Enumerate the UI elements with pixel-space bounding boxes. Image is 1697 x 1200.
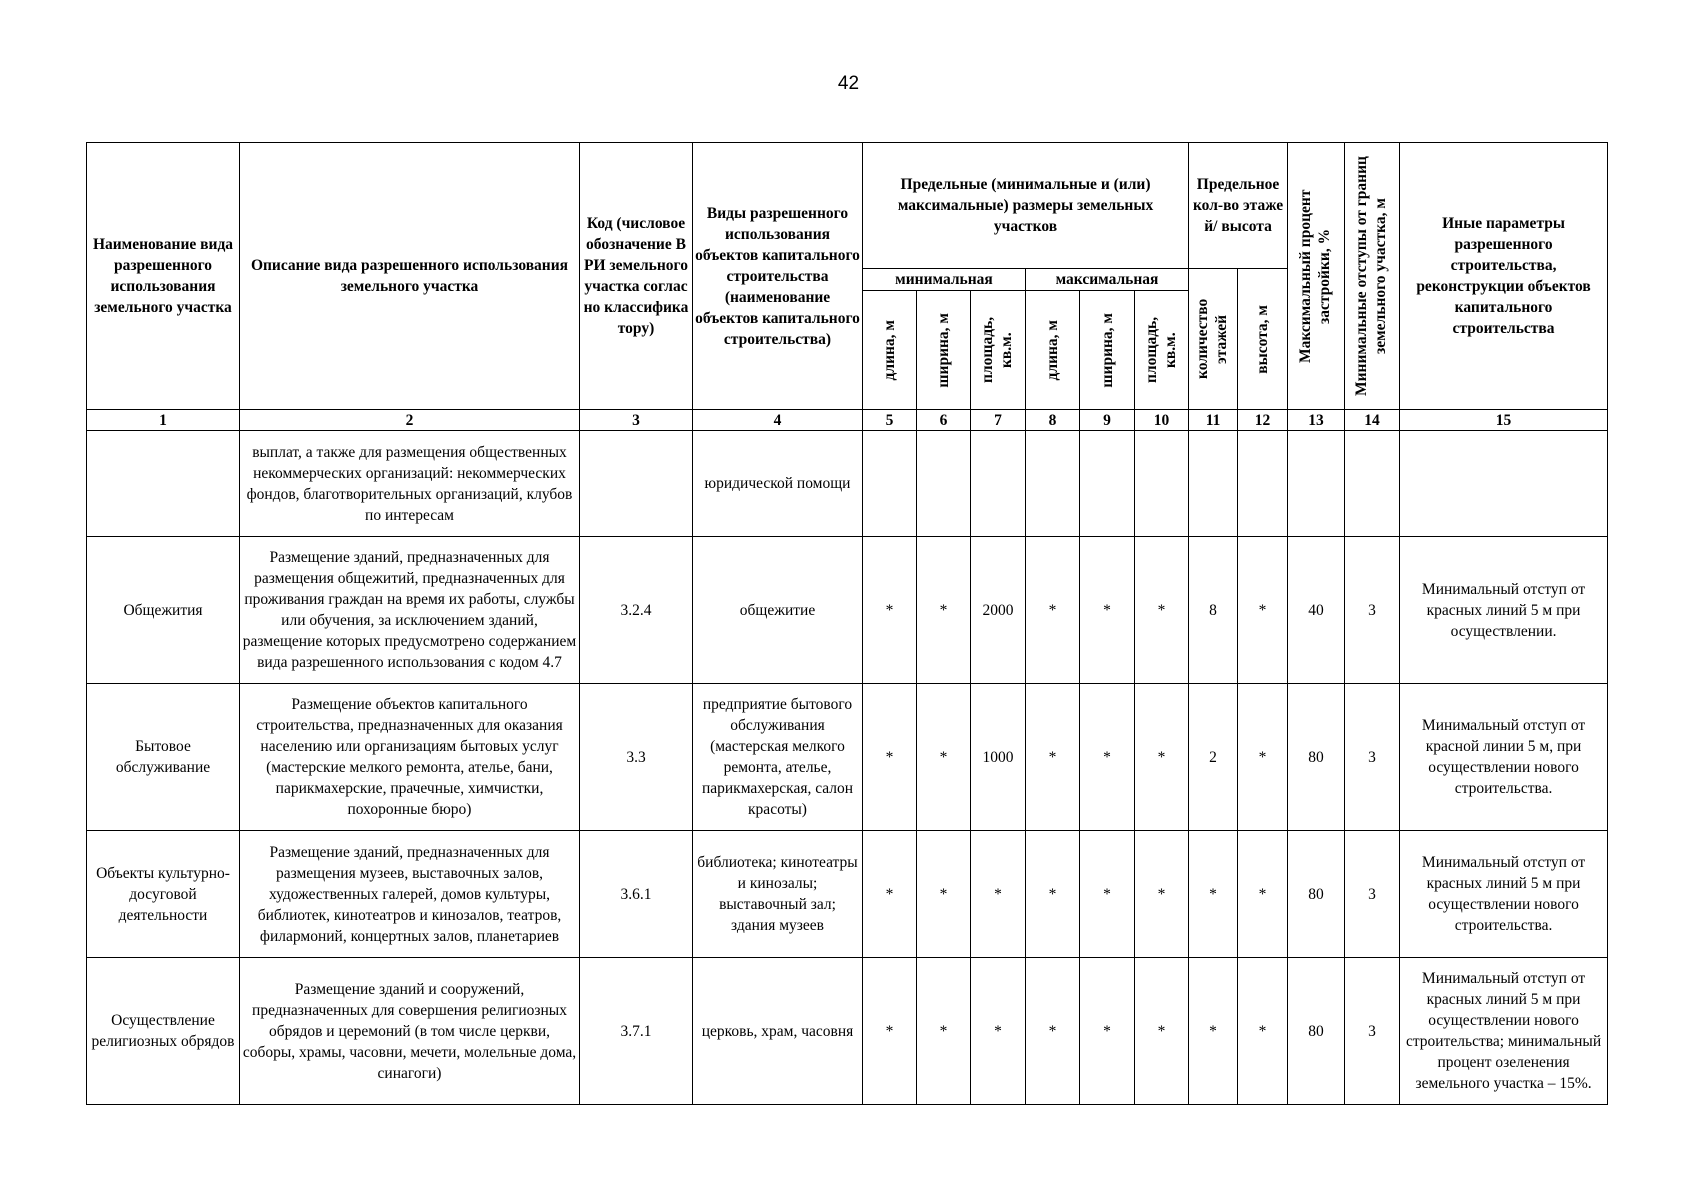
land-use-regulations-table xyxy=(86,142,1608,1105)
header-max-area xyxy=(1135,291,1189,410)
header-code: Код (числовое обозначение ВРИ земельного участка согласно классификатору) xyxy=(580,143,693,410)
cell-description: Размещение объектов капитального строительства, предназначенных для оказания населению или организациям бытовых услуг (мастерские мелкого ремонта, ателье, бани, парикмахерские, прачечные, химчистки, похоронные бюро) xyxy=(240,684,580,831)
column-number: 3 xyxy=(580,410,693,431)
cell-min-area: 2000 xyxy=(971,537,1026,684)
cell-min-area: * xyxy=(971,958,1026,1105)
cell-other: Минимальный отступ от красной линии 5 м, при осуществлении нового строительства. xyxy=(1400,684,1608,831)
cell-max-width: * xyxy=(1080,537,1135,684)
column-number: 11 xyxy=(1189,410,1238,431)
cell-name: Общежития xyxy=(87,537,240,684)
column-number: 2 xyxy=(240,410,580,431)
cell-max-area xyxy=(1135,431,1189,537)
column-number: 15 xyxy=(1400,410,1608,431)
cell-description: выплат, а также для размещения общественных некоммерческих организаций: некоммерческих фондов, благотворительных организаций, клубов по интересам xyxy=(240,431,580,537)
cell-min-length: * xyxy=(863,831,917,958)
cell-setback xyxy=(1345,431,1400,537)
cell-floors: * xyxy=(1189,831,1238,958)
column-number: 1 xyxy=(87,410,240,431)
cell-height: * xyxy=(1238,684,1288,831)
cell-floors: * xyxy=(1189,958,1238,1105)
cell-floors: 2 xyxy=(1189,684,1238,831)
header-height xyxy=(1238,269,1288,410)
cell-coverage: 80 xyxy=(1288,831,1345,958)
cell-height: * xyxy=(1238,958,1288,1105)
cell-height xyxy=(1238,431,1288,537)
cell-min-width: * xyxy=(917,831,971,958)
cell-objects: предприятие бытового обслуживания (мастерская мелкого ремонта, ателье, парикмахерская, салон красоты) xyxy=(693,684,863,831)
cell-setback: 3 xyxy=(1345,831,1400,958)
cell-other: Минимальный отступ от красных линий 5 м при осуществлении. xyxy=(1400,537,1608,684)
header-description: Описание вида разрешенного использования земельного участка xyxy=(240,143,580,410)
cell-name: Бытовое обслуживание xyxy=(87,684,240,831)
header-min: минимальная xyxy=(863,269,1026,291)
cell-min-length: * xyxy=(863,537,917,684)
cell-max-length: * xyxy=(1026,684,1080,831)
cell-description: Размещение зданий, предназначенных для размещения музеев, выставочных залов, художественных галерей, домов культуры, библиотек, кинотеатров и кинозалов, театров, филармоний, концертных залов, планетариев xyxy=(240,831,580,958)
cell-max-width: * xyxy=(1080,958,1135,1105)
cell-min-width: * xyxy=(917,537,971,684)
header-limits: Предельные (минимальные и (или) максимальные) размеры земельных участков xyxy=(863,143,1189,269)
header-height-label: высота, м xyxy=(1254,304,1272,374)
header-min-width-label: ширина, м xyxy=(935,312,952,388)
cell-code: 3.7.1 xyxy=(580,958,693,1105)
header-coverage-label: Максимальный процент застройки, % xyxy=(1297,189,1334,363)
table-row xyxy=(87,537,1608,684)
cell-code: 3.6.1 xyxy=(580,831,693,958)
cell-max-length: * xyxy=(1026,537,1080,684)
cell-setback: 3 xyxy=(1345,537,1400,684)
column-number: 12 xyxy=(1238,410,1288,431)
cell-max-width xyxy=(1080,431,1135,537)
header-max-length-label: длина, м xyxy=(1044,319,1061,381)
page-number: 42 xyxy=(837,73,860,94)
column-number: 9 xyxy=(1080,410,1135,431)
column-number: 7 xyxy=(971,410,1026,431)
header-min-area-label: площадь, кв.м. xyxy=(979,316,1015,384)
column-number: 4 xyxy=(693,410,863,431)
cell-min-area: * xyxy=(971,831,1026,958)
cell-min-length: * xyxy=(863,958,917,1105)
table-row xyxy=(87,431,1608,537)
header-setbacks-label: Минимальные отступы от границ земельного участка, м xyxy=(1353,156,1390,396)
column-number: 8 xyxy=(1026,410,1080,431)
header-other: Иные параметры разрешенного строительства, реконструкции объектов капитального строительства xyxy=(1400,143,1608,410)
cell-min-area xyxy=(971,431,1026,537)
header-max-length xyxy=(1026,291,1080,410)
header-setbacks xyxy=(1345,143,1400,410)
header-name: Наименование вида разрешенного использования земельного участка xyxy=(87,143,240,410)
cell-min-length: * xyxy=(863,684,917,831)
cell-code: 3.2.4 xyxy=(580,537,693,684)
cell-height: * xyxy=(1238,831,1288,958)
cell-name: Объекты культурно-досуговой деятельности xyxy=(87,831,240,958)
header-max: максимальная xyxy=(1026,269,1189,291)
cell-min-length xyxy=(863,431,917,537)
cell-max-length: * xyxy=(1026,958,1080,1105)
header-max-area-label: площадь, кв.м. xyxy=(1142,316,1179,384)
header-floors-count-label: количество этажей xyxy=(1194,298,1231,380)
header-min-length-label: длина, м xyxy=(881,319,898,381)
cell-max-width: * xyxy=(1080,831,1135,958)
cell-setback: 3 xyxy=(1345,958,1400,1105)
cell-coverage: 80 xyxy=(1288,958,1345,1105)
cell-min-width: * xyxy=(917,684,971,831)
header-floors-group: Предельное кол-во этажей/ высота xyxy=(1189,143,1288,269)
cell-other: Минимальный отступ от красных линий 5 м при осуществлении нового строительства. xyxy=(1400,831,1608,958)
cell-code xyxy=(580,431,693,537)
column-number: 13 xyxy=(1288,410,1345,431)
cell-coverage xyxy=(1288,431,1345,537)
header-max-width-label: ширина, м xyxy=(1098,312,1116,388)
header-objects: Виды разрешенного использования объектов капитального строительства (наименование объектов капитального строительства) xyxy=(693,143,863,410)
cell-floors xyxy=(1189,431,1238,537)
cell-objects: церковь, храм, часовня xyxy=(693,958,863,1105)
header-max-width xyxy=(1080,291,1135,410)
header-min-width xyxy=(917,291,971,410)
cell-code: 3.3 xyxy=(580,684,693,831)
cell-objects: общежитие xyxy=(693,537,863,684)
cell-other xyxy=(1400,431,1608,537)
column-numbers-row xyxy=(87,410,1608,431)
cell-setback: 3 xyxy=(1345,684,1400,831)
header-coverage xyxy=(1288,143,1345,410)
cell-floors: 8 xyxy=(1189,537,1238,684)
cell-max-area: * xyxy=(1135,537,1189,684)
cell-min-width: * xyxy=(917,958,971,1105)
column-number: 6 xyxy=(917,410,971,431)
column-number: 10 xyxy=(1135,410,1189,431)
cell-max-length: * xyxy=(1026,831,1080,958)
cell-coverage: 80 xyxy=(1288,684,1345,831)
column-number: 14 xyxy=(1345,410,1400,431)
cell-height: * xyxy=(1238,537,1288,684)
cell-max-area: * xyxy=(1135,684,1189,831)
cell-coverage: 40 xyxy=(1288,537,1345,684)
header-floors-count xyxy=(1189,269,1238,410)
cell-min-area: 1000 xyxy=(971,684,1026,831)
cell-min-width xyxy=(917,431,971,537)
cell-name: Осуществление религиозных обрядов xyxy=(87,958,240,1105)
cell-max-length xyxy=(1026,431,1080,537)
table-row xyxy=(87,831,1608,958)
cell-objects: библиотека; кинотеатры и кинозалы; выставочный зал; здания музеев xyxy=(693,831,863,958)
table-row xyxy=(87,684,1608,831)
column-number: 5 xyxy=(863,410,917,431)
header-min-area xyxy=(971,291,1026,410)
cell-max-area: * xyxy=(1135,831,1189,958)
cell-description: Размещение зданий, предназначенных для размещения общежитий, предназначенных для проживания граждан на время их работы, службы или обучения, за исключением зданий, размещение которых предусмотрено содержанием вида разрешенного использования с кодом 4.7 xyxy=(240,537,580,684)
cell-description: Размещение зданий и сооружений, предназначенных для совершения религиозных обрядов и церемоний (в том числе церкви, соборы, храмы, часовни, мечети, молельные дома, синагоги) xyxy=(240,958,580,1105)
cell-objects: юридической помощи xyxy=(693,431,863,537)
header-min-length xyxy=(863,291,917,410)
table-row xyxy=(87,958,1608,1105)
cell-max-width: * xyxy=(1080,684,1135,831)
cell-name xyxy=(87,431,240,537)
cell-other: Минимальный отступ от красных линий 5 м при осуществлении нового строительства; минимальный процент озеленения земельного участка – 15%. xyxy=(1400,958,1608,1105)
cell-max-area: * xyxy=(1135,958,1189,1105)
